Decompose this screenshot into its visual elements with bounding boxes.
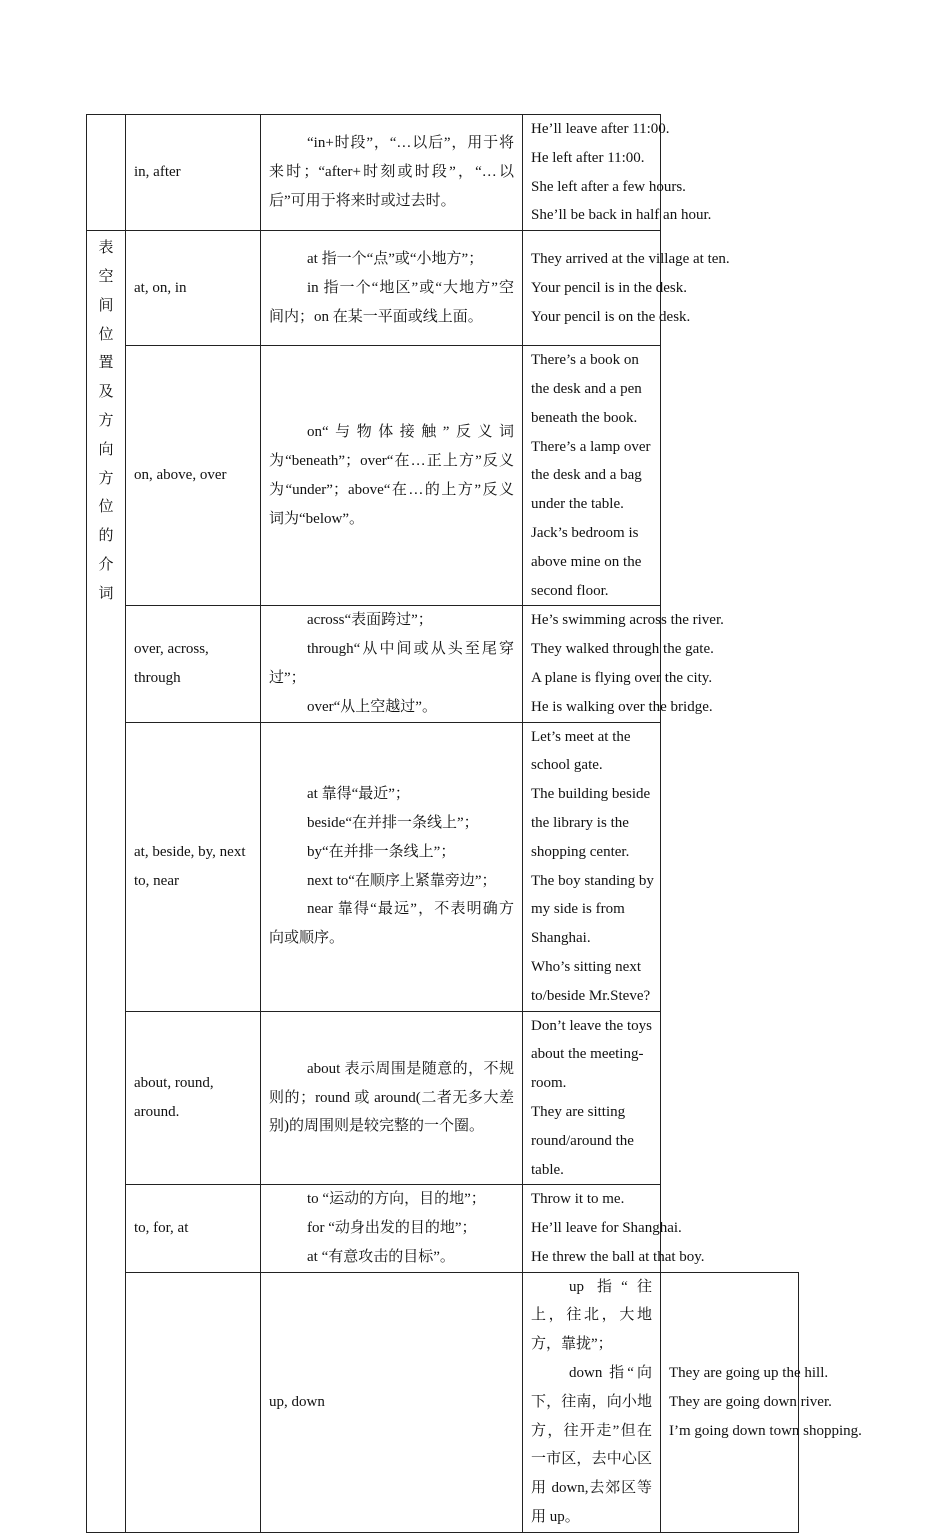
explanation-line: by“在并排一条线上”；: [307, 843, 456, 860]
explanation-line: in 指一个“地区”或“大地方”空间内；on 在某一平面或线上面。: [269, 279, 514, 325]
example-sentence: Your pencil is on the desk.: [531, 308, 691, 325]
example-sentence: He’ll leave after 11:00.: [531, 121, 670, 137]
explanation-cell: [261, 722, 523, 1011]
explanation-cell: [261, 115, 523, 231]
explanation-cell: [261, 346, 523, 606]
explanation-line: up 指“往上，往北，大地方，靠拢”；: [531, 1278, 652, 1353]
table-row: [87, 346, 799, 606]
preposition-cell: to, for, at: [126, 1185, 261, 1272]
preposition-cell: up, down: [261, 1272, 523, 1532]
example-sentence: He’ll leave for Shanghai.: [531, 1220, 682, 1237]
explanation-line: about 表示周围是随意的，不规则的；round 或 around(二者无多大差别)的周围则是较完整的一个圈。: [269, 1060, 514, 1135]
preposition-cell: on, above, over: [126, 346, 261, 606]
category-cell: [87, 231, 126, 1533]
table-row: [87, 115, 799, 231]
example-sentence: Your pencil is in the desk.: [531, 279, 687, 296]
example-sentence: She’ll be back in half an hour.: [531, 207, 712, 224]
example-sentence: The building beside the library is the shopping center.: [531, 786, 651, 860]
examples-cell: [523, 115, 712, 231]
example-sentence: She left after a few hours.: [531, 178, 686, 195]
preposition-cell: at, beside, by, next to, near: [126, 722, 261, 1011]
explanation-line: “in+时段”，“…以后”，用于将来时；“after+时刻或时段”，“…以后”可用于将来时或过去时。: [269, 135, 514, 209]
examples-cell: [523, 346, 661, 606]
example-sentence: They are sitting round/around the table.: [531, 1103, 634, 1178]
explanation-cell: [261, 1185, 523, 1272]
table-row: [87, 1011, 799, 1185]
example-sentence: They arrived at the village at ten.: [531, 250, 730, 267]
preposition-cell: over, across, through: [126, 606, 261, 722]
explanation-cell: [261, 231, 523, 346]
explanation-line: near 靠得“最远”，不表明确方向或顺序。: [269, 901, 514, 947]
category-label: 表空间位置及方向方位的介词: [98, 240, 114, 602]
explanation-line: at 指一个“点”或“小地方”；: [307, 250, 484, 267]
example-sentence: Who’s sitting next to/beside Mr.Steve?: [531, 958, 651, 1004]
explanation-cell: [523, 1272, 661, 1532]
example-sentence: They are going up the hill.: [669, 1365, 829, 1382]
example-sentence: Jack’s bedroom is above mine on the second floor.: [531, 524, 642, 599]
preposition-table: [86, 114, 862, 1533]
example-sentence: He’s swimming across the river.: [531, 612, 724, 629]
preposition-cell: at, on, in: [126, 231, 261, 346]
category-cell-empty: [87, 115, 126, 231]
explanation-line: on“与物体接触”反义词为“beneath”；over“在…正上方”反义为“under”；above“在…的上方”反义词为“below”。: [269, 424, 514, 527]
explanation-line: over“从上空越过”。: [307, 698, 437, 715]
table-row: [87, 231, 799, 346]
category-cell-empty: [126, 1272, 261, 1532]
example-sentence: He threw the ball at that boy.: [531, 1248, 705, 1265]
examples-cell: [661, 1272, 862, 1532]
explanation-line: at “有意攻击的目标”。: [307, 1248, 455, 1265]
examples-cell: [523, 231, 730, 346]
explanation-line: down 指“向下，往南，向小地方，往开走”但在一市区，去中心区用 down,去郊区等用 up。: [531, 1365, 652, 1526]
example-sentence: There’s a book on the desk and a pen beneath the book.: [531, 352, 642, 426]
preposition-cell: about, round, around.: [126, 1011, 261, 1185]
examples-cell: [523, 606, 724, 722]
explanation-line: to “运动的方向，目的地”；: [307, 1191, 486, 1208]
table-row: [87, 1185, 799, 1272]
explanation-line: at 靠得“最近”；: [307, 786, 410, 803]
example-sentence: There’s a lamp over the desk and a bag under the table.: [531, 438, 651, 513]
example-sentence: Let’s meet at the school gate.: [531, 728, 631, 774]
table-row: [87, 1272, 799, 1532]
explanation-line: across“表面跨过”；: [307, 612, 433, 629]
explanation-line: next to“在顺序上紧靠旁边”；: [307, 872, 497, 889]
example-sentence: I’m going down town shopping.: [669, 1422, 862, 1439]
table-row: [87, 606, 799, 722]
table-row: [87, 722, 799, 1011]
example-sentence: He is walking over the bridge.: [531, 698, 713, 715]
explanation-cell: [261, 1011, 523, 1185]
examples-cell: [523, 1185, 705, 1272]
example-sentence: They are going down river.: [669, 1393, 832, 1410]
preposition-cell: in, after: [126, 115, 261, 231]
example-sentence: Don’t leave the toys about the meeting-room.: [531, 1017, 652, 1092]
example-sentence: He left after 11:00.: [531, 149, 645, 166]
explanation-cell: [261, 606, 523, 722]
example-sentence: They walked through the gate.: [531, 641, 714, 658]
example-sentence: A plane is flying over the city.: [531, 669, 713, 686]
explanation-line: through“从中间或从头至尾穿过”；: [269, 641, 514, 686]
example-sentence: Throw it to me.: [531, 1191, 625, 1208]
examples-cell: [523, 1011, 661, 1185]
explanation-line: for “动身出发的目的地”；: [307, 1220, 477, 1237]
explanation-line: beside“在并排一条线上”；: [307, 814, 479, 831]
examples-cell: [523, 722, 661, 1011]
example-sentence: The boy standing by my side is from Shanghai.: [531, 872, 654, 947]
